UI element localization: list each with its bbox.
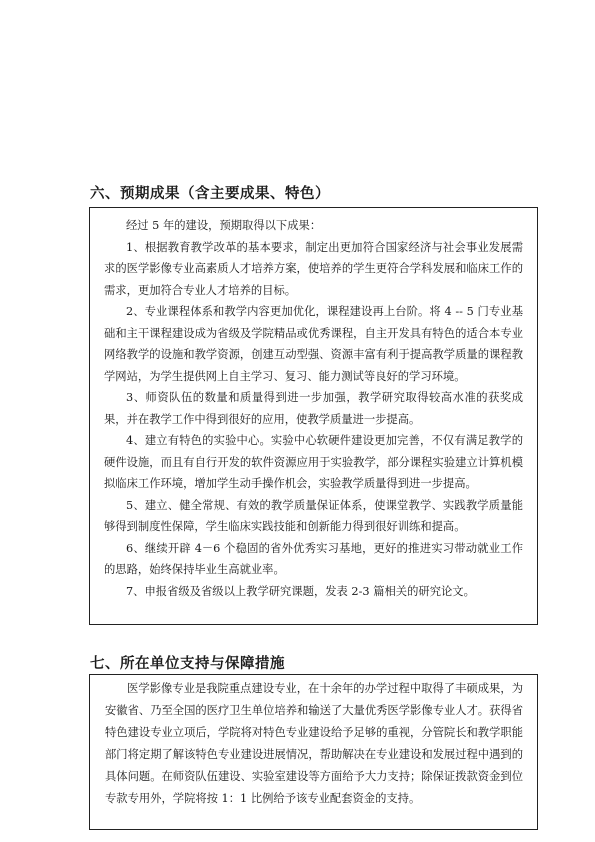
section-6-box <box>89 207 538 625</box>
outcome-item-6: 6、继续开辟 4－6 个稳固的省外优秀实习基地，更好的推进实习带动就业工作的思路，始终保持毕业生高就业率。 <box>104 541 523 576</box>
outcome-item-2: 2、专业课程体系和教学内容更加优化，课程建设再上台阶。将 4 -- 5 门专业基础和主干课程建设成为省级及学院精品或优秀课程，自主开发具有特色的适合本专业网络教学的设施和教学资源，创建互动型强、资源丰富有利于提高教学质量的课程教学网站，为学生提供网上自主学习、复习、能力测试等良好的学习环境。 <box>104 305 523 383</box>
outcome-item-7: 7、申报省级及省级以上教学研究课题，发表 2-3 篇相关的研究论文。 <box>126 584 475 598</box>
support-paragraph: 医学影像专业是我院重点建设专业，在十余年的办学过程中取得了丰硕成果，为安徽省、乃至全国的医疗卫生单位培养和输送了大量优秀医学影像专业人才。获得省特色建设专业立项后，学院将对特色专业建设给予足够的重视，分管院长和教学职能部门将定期了解该特色专业建设进展情况，帮助解决在专业建设和发展过程中遇到的具体问题。在师资队伍建设、实验室建设等方面给予大力支持；除保证拨款资金到位专款专用外，学院将按 1：1 比例给予该专业配套资金的支持。 <box>105 682 523 805</box>
section-6-intro: 经过 5 年的建设，预期取得以下成果： <box>126 219 322 232</box>
section-7-heading: 七、所在单位支持与保障措施 <box>90 656 285 672</box>
section-7-box <box>89 674 538 830</box>
outcome-item-5: 5、建立、健全常规、有效的教学质量保证体系，使课堂教学、实践教学质量能够得到制度性保障，学生临床实践技能和创新能力得到很好训练和提高。 <box>104 498 523 533</box>
outcome-item-3: 3、师资队伍的数量和质量得到进一步加强，教学研究取得较高水准的获奖成果，并在教学工作中得到很好的应用，使教学质量进一步提高。 <box>104 391 523 426</box>
outcome-item-1: 1、根据教育教学改革的基本要求，制定出更加符合国家经济与社会事业发展需求的医学影像专业高素质人才培养方案，使培养的学生更符合学科发展和临床工作的需求，更加符合专业人才培养的目标。 <box>104 240 523 297</box>
outcome-item-4: 4、建立有特色的实验中心。实验中心软硬件建设更加完善，不仅有满足教学的硬件设施，而且有自行开发的软件资源应用于实验教学，部分课程实验建立计算机模拟临床工作环境，增加学生动手操作机会，实验教学质量得到进一步提高。 <box>104 434 523 490</box>
section-6-heading: 六、预期成果（含主要成果、特色） <box>90 186 330 202</box>
